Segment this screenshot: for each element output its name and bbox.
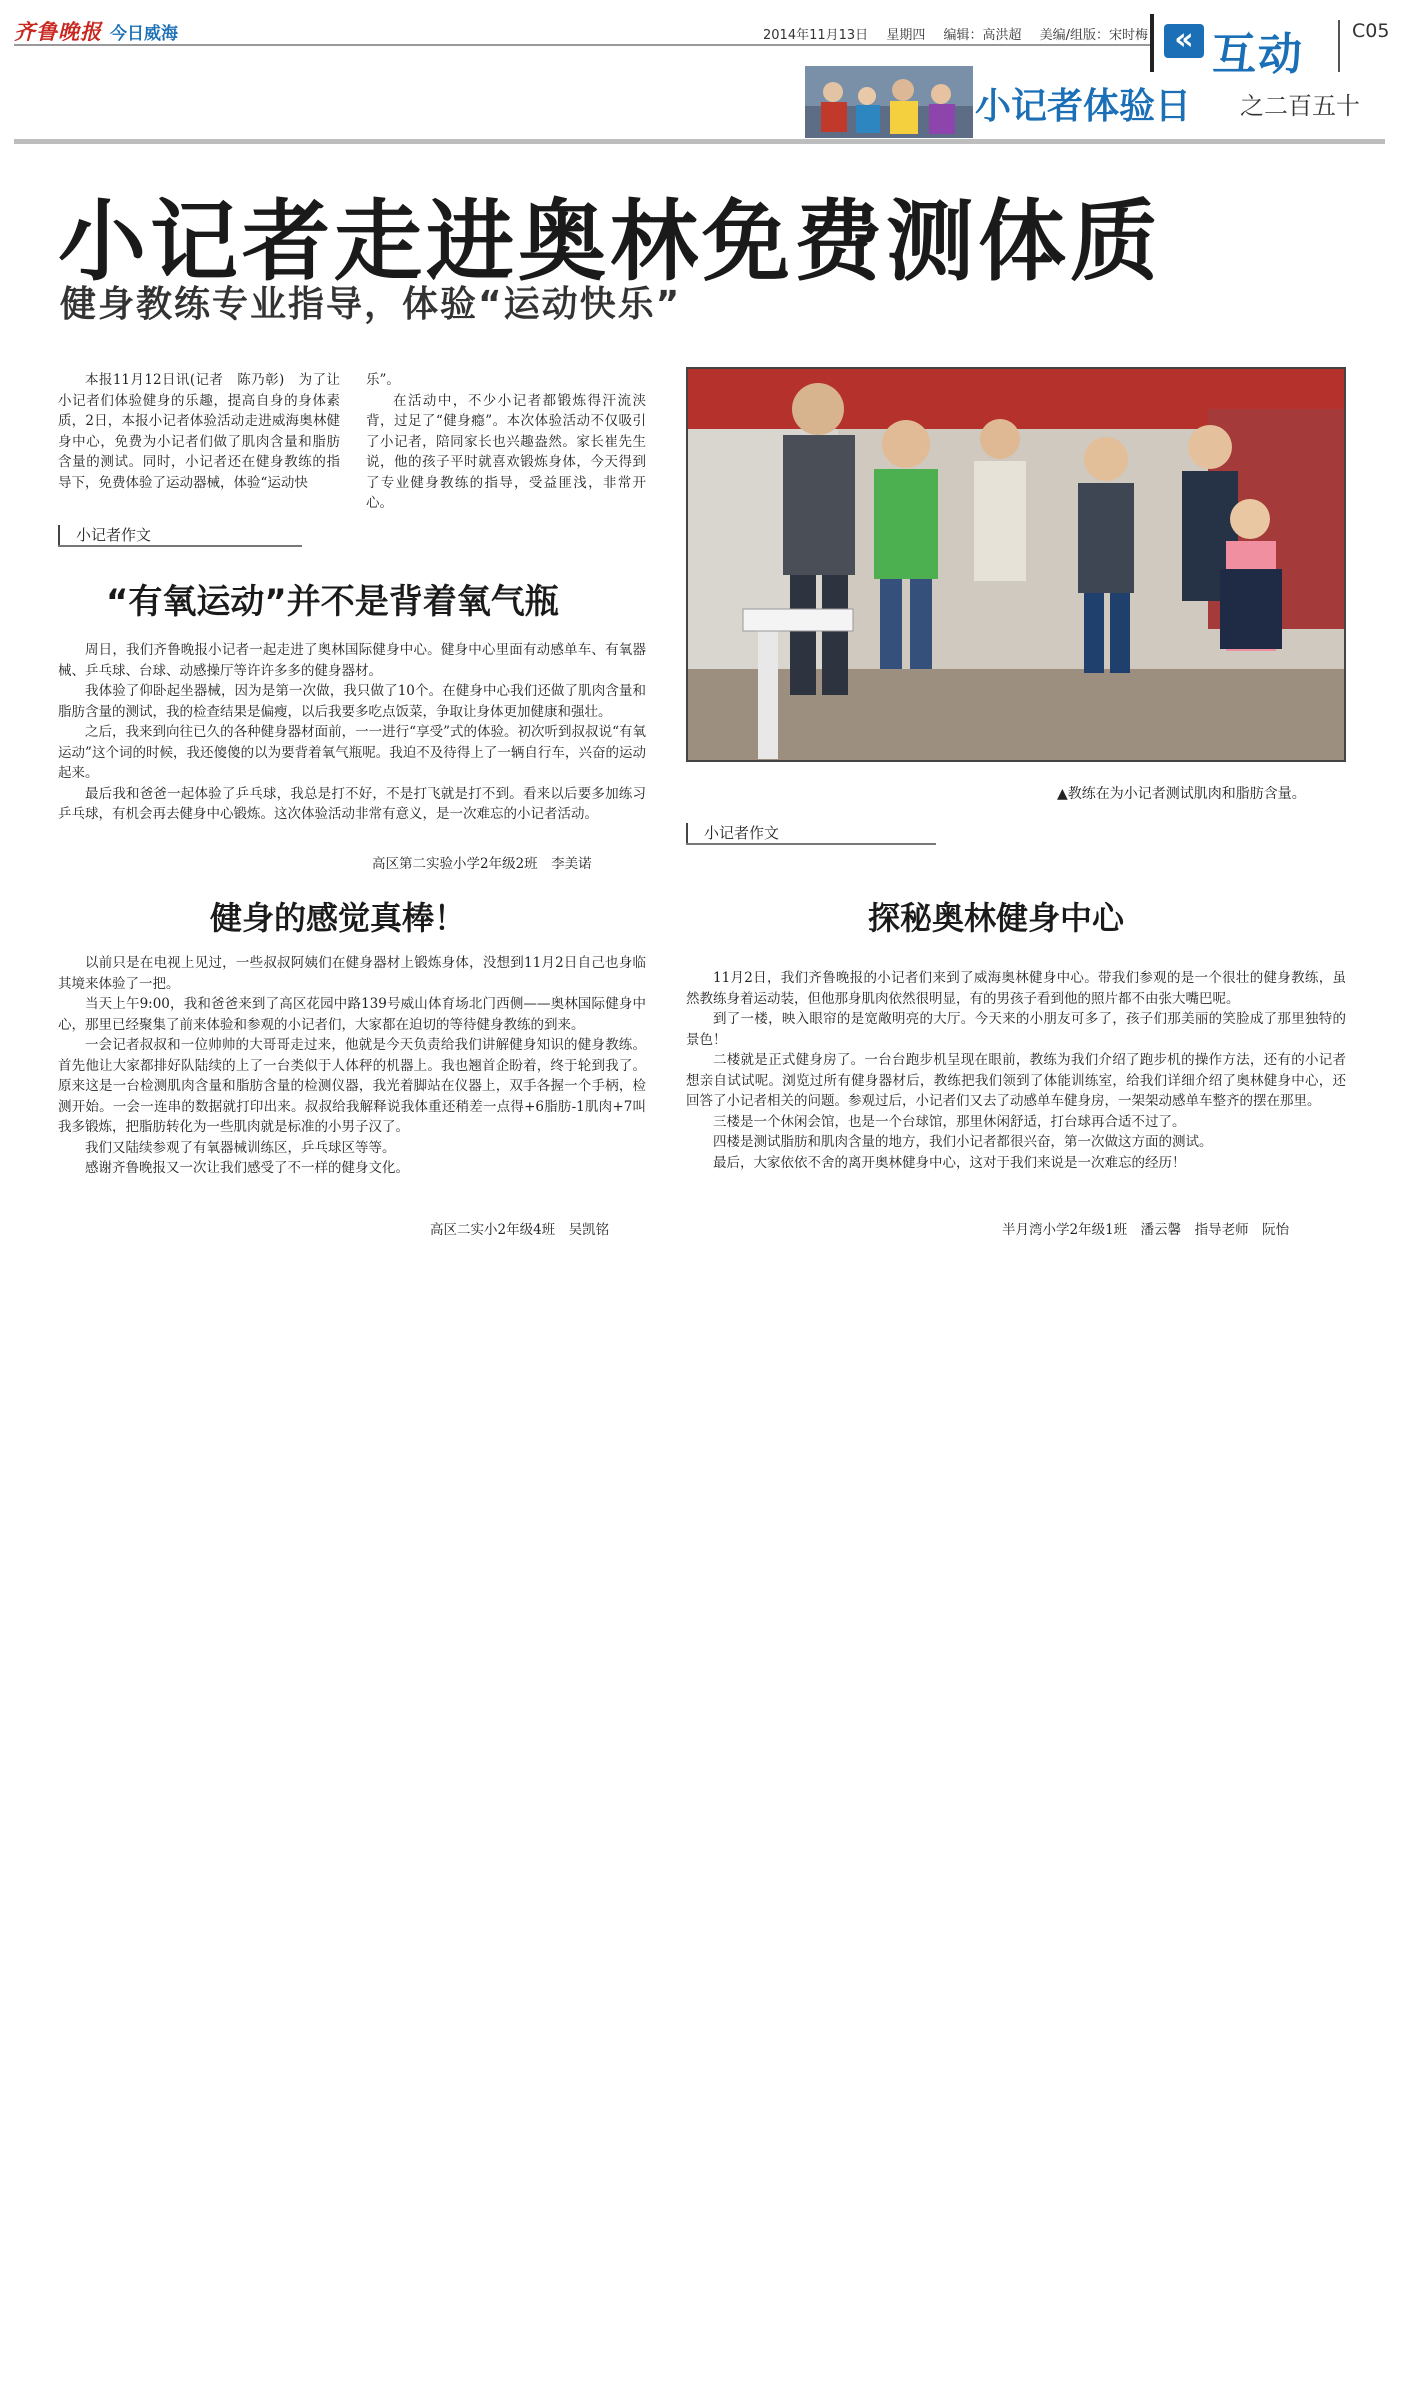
newspaper-logo: 齐鲁晚报 (14, 19, 102, 44)
designer-credit: 美编/组版：宋时梅 (1039, 28, 1149, 43)
page-number: C05 (1352, 20, 1390, 42)
photo-caption: ▲教练在为小记者测试肌肉和脂肪含量。 (1057, 786, 1306, 802)
essay1-title: “有氧运动”并不是背着氧气瓶 (106, 582, 559, 622)
essay1-paragraph: 之后，我来到向往已久的各种健身器材面前，一一进行“享受”式的体验。初次听到叔叔说“有氧运动”这个词的时候，我还傻傻的以为要背着氧气瓶呢。我迫不及待得上了一辆自行车，兴奋的运动起来。 (58, 724, 646, 781)
essay3-byline: 半月湾小学2年级1班 潘云馨 指导老师 阮怡 (1002, 1222, 1290, 1238)
column-banner (805, 66, 1385, 138)
essay1-byline: 高区第二实验小学2年级2班 李美诺 (372, 856, 592, 872)
issue-meta (763, 24, 1162, 43)
page-divider (1338, 20, 1340, 72)
channel-divider (1150, 14, 1154, 72)
essay2-byline: 高区二实小2年级4班 吴凯铭 (430, 1222, 610, 1238)
issue-weekday: 星期四 (886, 28, 926, 43)
essay3-paragraph: 最后，大家依依不舍的离开奥林健身中心，这对于我们来说是一次难忘的经历！ (713, 1154, 1186, 1171)
essay2-paragraph: 我们又陆续参观了有氧器械训练区，乒乓球区等等。 (85, 1139, 396, 1156)
banner-photo (805, 66, 973, 138)
lead-continuation: 乐”。 (366, 372, 400, 388)
essay-label-text: 小记者作文 (76, 526, 152, 544)
essay3-paragraph: 四楼是测试脂肪和肌肉含量的地方，我们小记者都很兴奋，第一次做这方面的测试。 (713, 1134, 1213, 1150)
subheadline: 健身教练专业指导，体验“运动快乐” (60, 284, 682, 325)
headline: 小记者走进奥林免费测体质 (58, 190, 1163, 293)
header-rule (14, 44, 1152, 46)
essay2-paragraph: 当天上午9:00，我和爸爸来到了高区花园中路139号威山体育场北门西侧——奥林国际健身中心，那里已经聚集了前来体验和参观的小记者们，大家都在迫切的等待健身教练的到来。 (58, 996, 646, 1033)
essay-label (686, 823, 936, 845)
essay3-paragraph: 三楼是一个休闲会馆，也是一个台球馆，那里休闲舒适，打台球再合适不过了。 (713, 1113, 1186, 1130)
article-photo (686, 367, 1346, 762)
essay2-paragraph: 一会记者叔叔和一位帅帅的大哥哥走过来，他就是今天负责给我们讲解健身知识的健身教练。首先他让大家都排好队陆续的上了一台类似于人体秤的机器上。我也翘首企盼着，终于轮到我了。原来这是一台检测肌肉含量和脂肪含量的检测仪器，我光着脚站在仪器上，双手各握一个手柄，检测开始。一会一连串的数据就打印出来。叔叔给我解释说我体重还稍差一点得+6脂肪-1肌肉+7叫我多锻炼，把脂肪转化为一些肌肉就是标准的小男子汉了。 (58, 1037, 646, 1135)
essay2-title: 健身的感觉真棒！ (210, 899, 467, 937)
banner-issue: 之二百五十 (1240, 92, 1360, 120)
banner-title: 小记者体验日 (975, 86, 1192, 127)
essay2-body (58, 953, 646, 1179)
double-chevron-left-icon: « (1164, 24, 1204, 58)
lead-column-right (366, 370, 646, 514)
banner-rule (14, 139, 1385, 144)
section-name: 今日威海 (110, 23, 178, 44)
issue-date: 2014年11月13日 (763, 28, 869, 43)
channel-tag (1150, 14, 1350, 80)
essay1-paragraph: 我体验了仰卧起坐器械，因为是第一次做，我只做了10个。在健身中心我们还做了肌肉含量和脂肪含量的测试，我的检查结果是偏瘦，以后我要多吃点饭菜，争取让身体更加健康和强壮。 (58, 683, 646, 720)
essay1-paragraph: 周日，我们齐鲁晚报小记者一起走进了奥林国际健身中心。健身中心里面有动感单车、有氧器械、乒乓球、台球、动感操厅等许许多多的健身器材。 (58, 642, 646, 679)
essay3-paragraph: 到了一楼，映入眼帘的是宽敞明亮的大厅。今天来的小朋友可多了，孩子们那美丽的笑脸成了那里独特的景色！ (686, 1011, 1346, 1048)
essay-label (58, 525, 302, 547)
essay-label-text: 小记者作文 (704, 824, 780, 842)
essay3-paragraph: 二楼就是正式健身房了。一台台跑步机呈现在眼前，教练为我们介绍了跑步机的操作方法，还有的小记者想亲自试试呢。浏览过所有健身器材后，教练把我们领到了体能训练室，给我们详细介绍了奥林健身中心，还回答了小记者相关的问题。参观过后，小记者们又去了动感单车健身房，一架架动感单车整齐的摆在那里。 (686, 1052, 1346, 1109)
essay2-paragraph: 感谢齐鲁晚报又一次让我们感受了不一样的健身文化。 (85, 1160, 409, 1176)
lead-paragraph-2: 在活动中，不少小记者都锻炼得汗流浃背，过足了“健身瘾”。本次体验活动不仅吸引了小记者，陪同家长也兴趣盎然。家长崔先生说，他的孩子平时就喜欢锻炼身体，今天得到了专业健身教练的指导，受益匪浅，非常开心。 (366, 392, 646, 511)
masthead (14, 18, 178, 44)
essay2-paragraph: 以前只是在电视上见过，一些叔叔阿姨们在健身器材上锻炼身体，没想到11月2日自己也身临其境来体验了一把。 (58, 955, 646, 992)
channel-name: 互动 (1212, 29, 1304, 80)
essay1-body (58, 640, 646, 825)
essay3-body (686, 968, 1346, 1173)
essay1-paragraph: 最后我和爸爸一起体验了乒乓球，我总是打不好，不是打飞就是打不到。看来以后要多加练习乒乓球，有机会再去健身中心锻炼。这次体验活动非常有意义，是一次难忘的小记者活动。 (58, 785, 646, 822)
essay3-paragraph: 11月2日，我们齐鲁晚报的小记者们来到了威海奥林健身中心。带我们参观的是一个很壮的健身教练，虽然教练身着运动装，但他那身肌肉依然很明显，有的男孩子看到他的照片都不由张大嘴巴呢。 (686, 970, 1346, 1007)
lead-column-left (58, 370, 340, 493)
essay3-title: 探秘奥林健身中心 (868, 899, 1125, 937)
editor-credit: 编辑：高洪超 (943, 28, 1022, 43)
lead-paragraph: 本报11月12日讯(记者 陈乃彰) 为了让小记者们体验健身的乐趣，提高自身的身体素质，2日，本报小记者体验活动走进威海奥林健身中心，免费为小记者们做了肌肉含量和脂肪含量的测试。同时，小记者还在健身教练的指导下，免费体验了运动器械，体验“运动快 (58, 372, 340, 491)
